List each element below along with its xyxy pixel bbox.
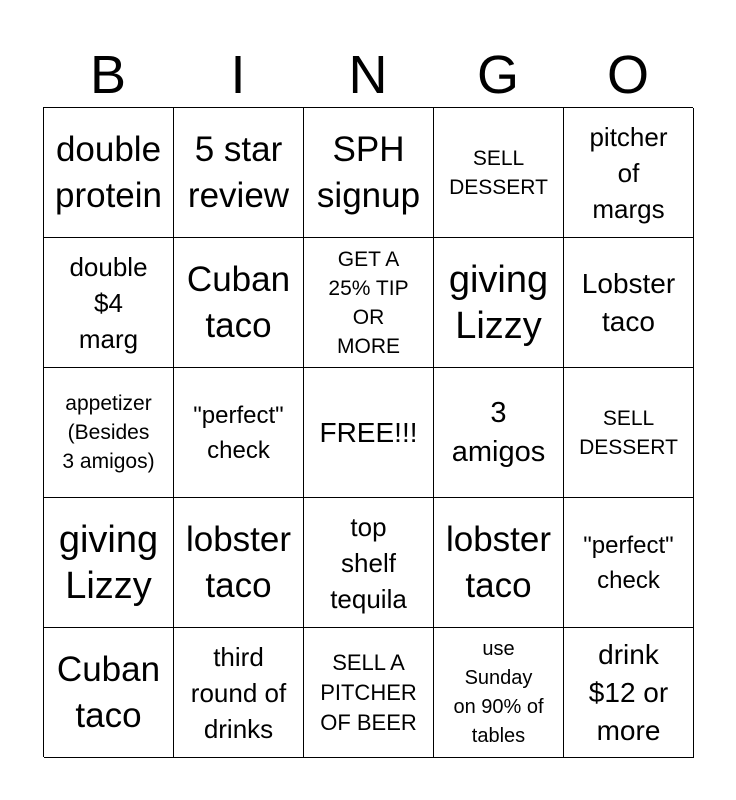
cell-text: pitcher of margs <box>589 121 668 224</box>
bingo-cell[interactable] <box>564 368 694 498</box>
cell-text: third round of drinks <box>190 641 287 744</box>
cell-text: SELL DESSERT <box>449 146 548 199</box>
bingo-cell[interactable] <box>564 628 694 758</box>
bingo-cell[interactable] <box>44 498 174 628</box>
cell-text: double $4 marg <box>69 251 148 354</box>
cell-text: SPH signup <box>316 129 421 215</box>
bingo-header <box>43 42 693 108</box>
cell-text: FREE!!! <box>319 416 418 448</box>
bingo-cell[interactable] <box>564 498 694 628</box>
bingo-cell[interactable] <box>434 108 564 238</box>
bingo-cell[interactable] <box>174 238 304 368</box>
bingo-card-grid <box>43 107 693 757</box>
bingo-cell[interactable] <box>304 498 434 628</box>
bingo-cell[interactable] <box>434 238 564 368</box>
bingo-cell[interactable] <box>434 368 564 498</box>
cell-text: Lobster taco <box>581 267 676 337</box>
cell-text: 3 amigos <box>451 396 546 468</box>
cell-text: top shelf tequila <box>330 511 407 614</box>
header-letter-o: O <box>606 45 649 105</box>
cell-text: "perfect" check <box>193 401 284 464</box>
bingo-cell[interactable] <box>174 108 304 238</box>
cell-text: "perfect" check <box>583 531 674 594</box>
bingo-cell[interactable] <box>304 238 434 368</box>
cell-text: giving Lizzy <box>448 258 549 347</box>
bingo-cell[interactable] <box>44 238 174 368</box>
header-letter-n: N <box>348 45 388 105</box>
bingo-cell[interactable] <box>564 108 694 238</box>
bingo-cell[interactable] <box>174 628 304 758</box>
bingo-cell[interactable] <box>44 368 174 498</box>
bingo-cell[interactable] <box>434 628 564 758</box>
bingo-cell[interactable] <box>304 628 434 758</box>
cell-text: drink $12 or more <box>588 638 669 746</box>
cell-text: double protein <box>54 129 163 215</box>
bingo-cell[interactable] <box>44 628 174 758</box>
bingo-cell[interactable] <box>304 108 434 238</box>
cell-text: SELL DESSERT <box>579 406 678 459</box>
bingo-cell[interactable] <box>174 368 304 498</box>
header-letter-b: B <box>89 45 127 105</box>
header-letter-i: I <box>230 45 246 105</box>
cell-text: Cuban taco <box>186 259 291 345</box>
cell-text: 5 star review <box>187 129 290 215</box>
bingo-cell[interactable] <box>44 108 174 238</box>
cell-text: use Sunday on 90% of tables <box>453 637 544 747</box>
cell-text: appetizer (Besides 3 amigos) <box>62 392 155 473</box>
cell-text: GET A 25% TIP OR MORE <box>328 247 409 358</box>
bingo-cell[interactable] <box>434 498 564 628</box>
cell-text: lobster taco <box>185 519 292 605</box>
bingo-cell[interactable] <box>304 368 434 498</box>
bingo-cell[interactable] <box>174 498 304 628</box>
cell-text: Cuban taco <box>56 649 161 735</box>
bingo-cell[interactable] <box>564 238 694 368</box>
cell-text: lobster taco <box>445 519 552 605</box>
header-letter-g: G <box>476 45 519 105</box>
cell-text: giving Lizzy <box>58 518 159 607</box>
cell-text: SELL A PITCHER OF BEER <box>320 649 417 735</box>
